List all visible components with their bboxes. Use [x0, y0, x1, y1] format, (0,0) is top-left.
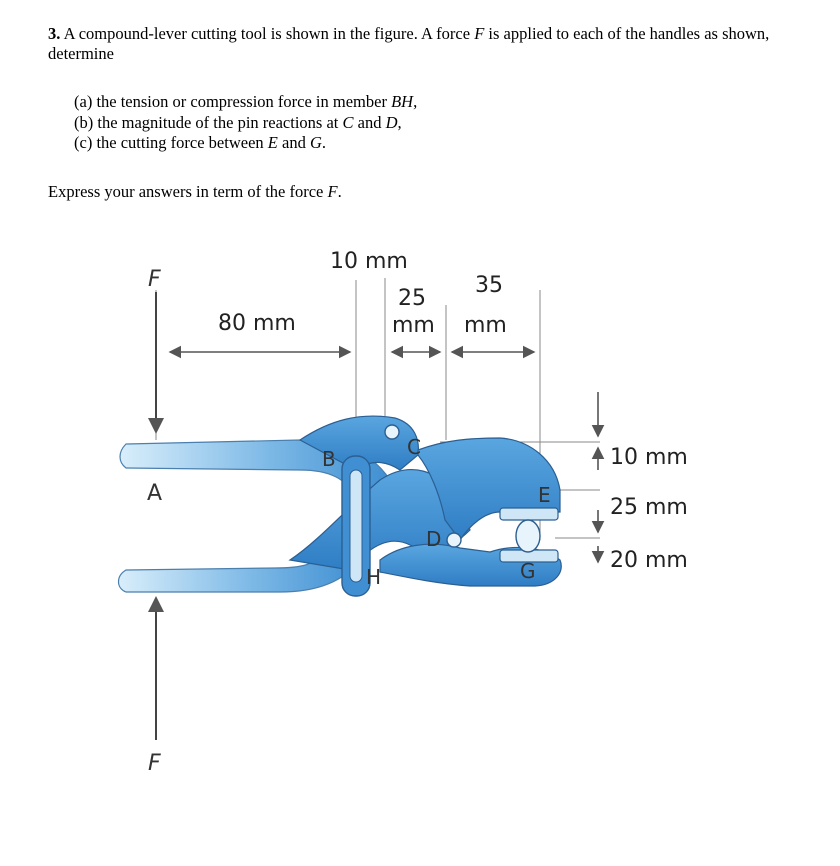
label-b: B [322, 447, 336, 471]
dim-35-num: 35 [475, 273, 503, 298]
problem-intro [48, 24, 808, 64]
intro-text-1: A compound-lever cutting tool is shown in the figure. A force [60, 24, 475, 43]
label-d: D [426, 527, 442, 551]
intro-text-2: is applied to each of the handles as shown, determine [48, 24, 770, 63]
problem-number: 3. [48, 24, 61, 43]
part-b: (b) the magnitude of the pin reactions at C and D, [74, 112, 402, 132]
cutting-tool [119, 416, 562, 596]
pin-d [447, 533, 461, 547]
label-h: H [366, 565, 382, 589]
part-a: (a) the tension or compression force in member BH, [74, 92, 418, 111]
dim-35-unit: mm [464, 313, 507, 338]
dim-25-num: 25 [398, 286, 426, 311]
label-f-top: F [148, 267, 161, 292]
dim-25mm-right: 25 mm [610, 495, 688, 520]
force-symbol: F [474, 24, 485, 43]
label-f-bottom: F [148, 751, 161, 776]
dim-80mm: 80 mm [218, 311, 296, 336]
dim-10mm-right: 10 mm [610, 445, 688, 470]
cutting-tool-figure [0, 230, 840, 866]
question-parts [74, 92, 808, 154]
dim-20mm-right: 20 mm [610, 548, 688, 573]
dim-25-unit: mm [392, 313, 435, 338]
label-c: C [407, 435, 421, 459]
blade-e [500, 508, 558, 520]
dim-10mm-top: 10 mm [330, 249, 408, 274]
label-a: A [147, 481, 163, 506]
express-instruction: Express your answers in term of the force F. [48, 181, 342, 201]
workpiece [516, 520, 540, 552]
pin-c-top [385, 425, 399, 439]
label-e: E [538, 483, 551, 507]
label-g: G [520, 559, 536, 583]
problem-statement [48, 24, 808, 202]
part-c: (c) the cutting force between E and G. [74, 133, 326, 152]
